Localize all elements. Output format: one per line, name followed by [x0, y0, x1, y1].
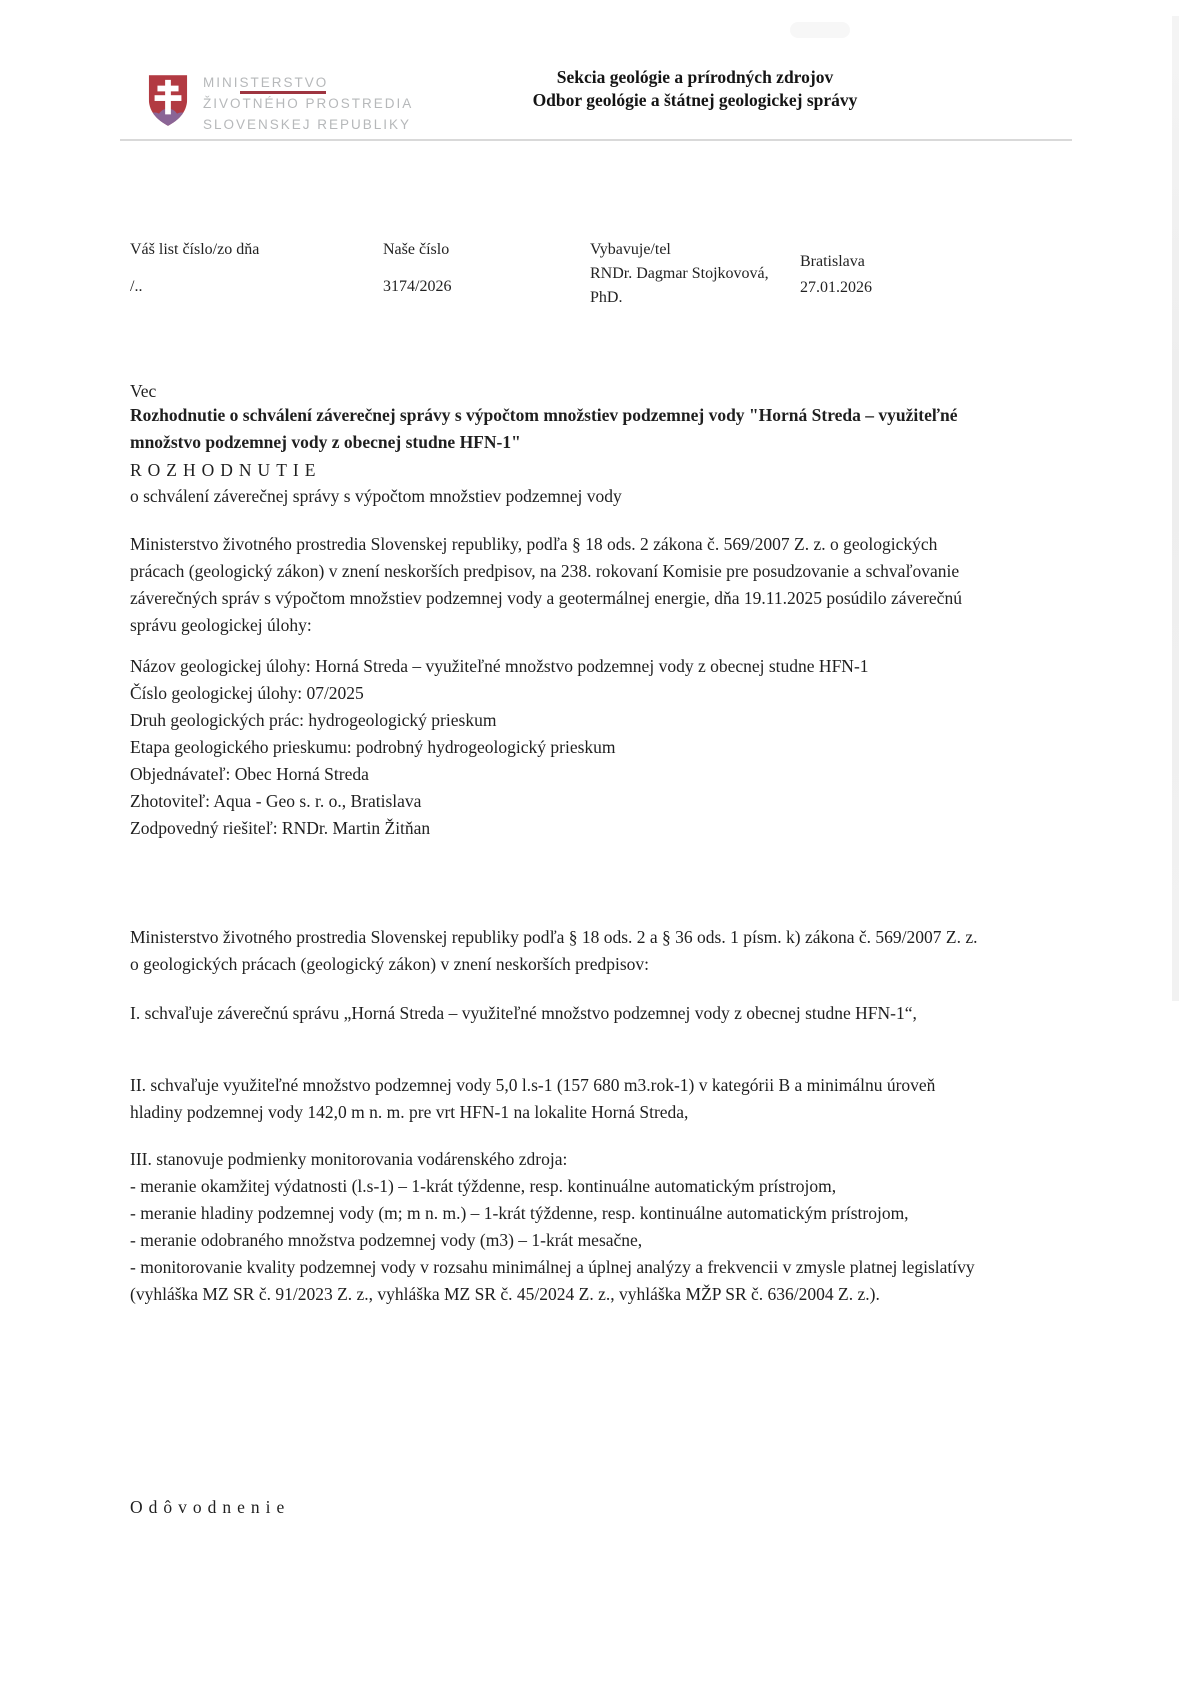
scan-artifact-band — [1172, 16, 1179, 1001]
ministry-wordmark-line-2: ŽIVOTNÉHO PROSTREDIA — [203, 96, 414, 111]
monitoring-condition-4: - monitorovanie kvality podzemnej vody v rozsahu minimálnej a úplnej analýzy a frekvencii v zmysle platnej legislatívy (vyhláška MZ SR č. 91/2023 Z. z., vyhláška MZ SR č. 45/2024 Z. z., vyhláška MŽP SR č. 636/2004 Z. z.). — [130, 1257, 975, 1304]
ref-place: Bratislava — [800, 253, 865, 270]
ref-handler — [590, 238, 769, 310]
subject-title: Rozhodnutie o schválení záverečnej správy s výpočtom množstiev podzemnej vody "Horná Streda – využiteľné množstvo podzemnej vody z obecnej studne HFN-1" — [130, 405, 958, 452]
detail-client: Objednávateľ: Obec Horná Streda — [130, 764, 369, 784]
ref-handler-degree: PhD. — [590, 289, 623, 306]
decision-item-1: I. schvaľuje záverečnú správu „Horná Streda – využiteľné množstvo podzemnej vody z obecnej studne HFN-1“, — [130, 1003, 917, 1023]
decision-item-2: II. schvaľuje využiteľné množstvo podzemnej vody 5,0 l.s-1 (157 680 m3.rok-1) v kategórii B a minimálnu úroveň hladiny podzemnej vody 142,0 m n. m. pre vrt HFN-1 na lokalite Horná Streda, — [130, 1075, 936, 1122]
slovak-coat-of-arms-icon — [145, 72, 191, 128]
monitoring-condition-3: - meranie odobraného množstva podzemnej vody (m3) – 1-krát mesačne, — [130, 1230, 643, 1250]
decision-item-3 — [130, 1146, 988, 1308]
ref-date: 27.01.2026 — [800, 279, 872, 296]
ref-our-number-value: 3174/2026 — [383, 278, 452, 295]
header-divider — [120, 139, 1072, 141]
ministry-wordmark-line-3: SLOVENSKEJ REPUBLIKY — [203, 117, 412, 132]
ref-handler-label: Vybavuje/tel — [590, 241, 671, 258]
department-section-line: Sekcia geológie a prírodných zdrojov — [556, 67, 834, 87]
scan-artifact-smudge — [790, 22, 850, 38]
detail-work-type: Druh geologických prác: hydrogeologický prieskum — [130, 710, 497, 730]
ministry-wordmark — [203, 72, 413, 135]
ref-your-number-label: Váš list číslo/zo dňa — [130, 241, 260, 258]
ministry-wordmark-line-1: MINISTERSTVO — [203, 75, 329, 90]
department-title — [470, 66, 920, 112]
detail-task-name: Názov geologickej úlohy: Horná Streda – využiteľné množstvo podzemnej vody z obecnej studne HFN-1 — [130, 656, 869, 676]
decision-subheading: o schválení záverečnej správy s výpočtom množstiev podzemnej vody — [130, 486, 622, 506]
detail-task-number: Číslo geologickej úlohy: 07/2025 — [130, 683, 364, 703]
ref-our-number — [383, 238, 451, 299]
department-office-line: Odbor geológie a štátnej geologickej správy — [532, 90, 858, 110]
ref-your-number — [130, 238, 259, 299]
paragraph-legal-basis: Ministerstvo životného prostredia Slovenskej republiky podľa § 18 ods. 2 a § 36 ods. 1 písm. k) zákona č. 569/2007 Z. z. o geologických prácach (geologický zákon) v znení neskorších predpisov: — [130, 927, 978, 974]
ref-our-number-label: Naše číslo — [383, 241, 450, 258]
decision-item-3-intro: III. stanovuje podmienky monitorovania vodárenského zdroja: — [130, 1149, 568, 1169]
detail-survey-stage: Etapa geologického prieskumu: podrobný hydrogeologický prieskum — [130, 737, 616, 757]
wordmark-underline-decoration — [240, 91, 326, 94]
paragraph-commission: Ministerstvo životného prostredia Slovenskej republiky, podľa § 18 ods. 2 zákona č. 569/2007 Z. z. o geologických prácach (geologický zákon) v znení neskorších predpisov, na 238. rokovaní Komisie pre posudzovanie a schvaľovanie záverečných správ s výpočtom množstiev podzemnej vody a geotermálnej energie, dňa 19.11.2025 posúdilo záverečnú správu geologickej úlohy: — [130, 534, 962, 635]
ministry-logo — [145, 72, 191, 133]
justification-heading: Odôvodnenie — [130, 1497, 291, 1517]
monitoring-condition-1: - meranie okamžitej výdatnosti (l.s-1) – 1-krát týždenne, resp. kontinuálne automatickým prístrojom, — [130, 1176, 837, 1196]
monitoring-condition-2: - meranie hladiny podzemnej vody (m; m n. m.) – 1-krát týždenne, resp. kontinuálne automatickým prístrojom, — [130, 1203, 909, 1223]
subject-label: Vec — [130, 381, 157, 401]
decision-heading: ROZHODNUTIE — [130, 460, 322, 480]
detail-responsible-person: Zodpovedný riešiteľ: RNDr. Martin Žitňan — [130, 818, 431, 838]
ref-your-number-value: /.. — [130, 278, 143, 295]
ref-handler-name: RNDr. Dagmar Stojkovová, — [590, 265, 769, 282]
detail-contractor: Zhotoviteľ: Aqua - Geo s. r. o., Bratislava — [130, 791, 422, 811]
task-details-list — [130, 653, 960, 842]
ref-place-date — [800, 250, 872, 300]
